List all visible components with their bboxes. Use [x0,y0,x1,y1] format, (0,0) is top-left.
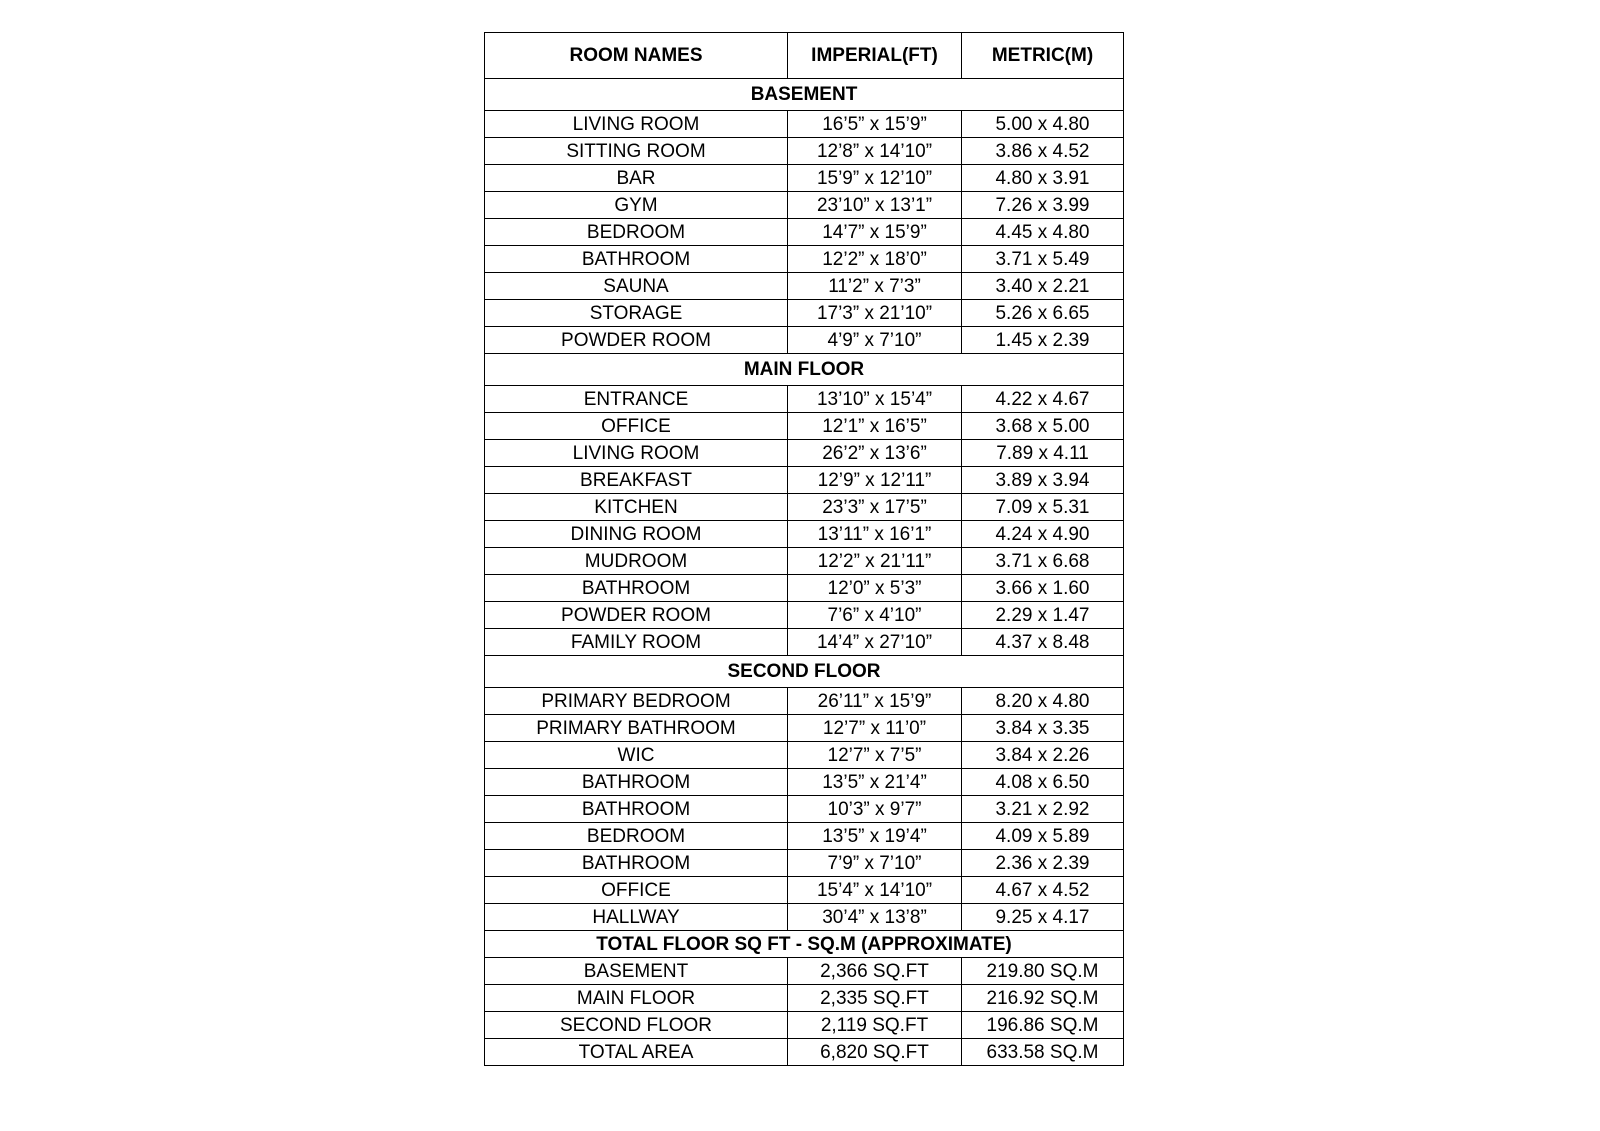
metric-cell: 1.45 x 2.39 [962,327,1124,354]
imperial-cell: 13’11” x 16’1” [788,521,962,548]
table-row [485,850,1124,877]
imperial-cell: 2,366 SQ.FT [788,958,962,985]
table-row [485,688,1124,715]
header-imperial: IMPERIAL(FT) [788,33,962,79]
metric-cell: 4.37 x 8.48 [962,629,1124,656]
imperial-cell: 2,335 SQ.FT [788,985,962,1012]
room-name-cell: TOTAL AREA [485,1039,788,1066]
metric-cell: 3.71 x 5.49 [962,246,1124,273]
imperial-cell: 16’5” x 15’9” [788,111,962,138]
imperial-cell: 23’3” x 17’5” [788,494,962,521]
metric-cell: 3.84 x 3.35 [962,715,1124,742]
table-row [485,575,1124,602]
table-row [485,769,1124,796]
table-row [485,877,1124,904]
metric-cell: 3.84 x 2.26 [962,742,1124,769]
imperial-cell: 12’2” x 18’0” [788,246,962,273]
table-row [485,1039,1124,1066]
imperial-cell: 14’7” x 15’9” [788,219,962,246]
metric-cell: 633.58 SQ.M [962,1039,1124,1066]
table-row [485,494,1124,521]
room-name-cell: BASEMENT [485,958,788,985]
imperial-cell: 30’4” x 13’8” [788,904,962,931]
imperial-cell: 6,820 SQ.FT [788,1039,962,1066]
room-name-cell: BAR [485,165,788,192]
section-title-row [485,354,1124,386]
room-name-cell: MUDROOM [485,548,788,575]
metric-cell: 4.22 x 4.67 [962,386,1124,413]
table-row [485,440,1124,467]
table-row [485,1012,1124,1039]
metric-cell: 3.21 x 2.92 [962,796,1124,823]
table-row [485,548,1124,575]
imperial-cell: 7’6” x 4’10” [788,602,962,629]
table-row [485,629,1124,656]
table-row [485,327,1124,354]
room-name-cell: BATHROOM [485,850,788,877]
table-row [485,165,1124,192]
imperial-cell: 12’7” x 11’0” [788,715,962,742]
table-row [485,467,1124,494]
header-room-names: ROOM NAMES [485,33,788,79]
metric-cell: 3.89 x 3.94 [962,467,1124,494]
imperial-cell: 26’11” x 15’9” [788,688,962,715]
table-row [485,111,1124,138]
metric-cell: 3.68 x 5.00 [962,413,1124,440]
room-name-cell: WIC [485,742,788,769]
room-name-cell: BREAKFAST [485,467,788,494]
metric-cell: 4.24 x 4.90 [962,521,1124,548]
section-title: SECOND FLOOR [485,656,1124,688]
table-row [485,246,1124,273]
room-name-cell: SITTING ROOM [485,138,788,165]
imperial-cell: 10’3” x 9’7” [788,796,962,823]
metric-cell: 5.26 x 6.65 [962,300,1124,327]
room-name-cell: GYM [485,192,788,219]
table-row [485,300,1124,327]
table-row [485,602,1124,629]
table-row [485,742,1124,769]
section-title-row [485,656,1124,688]
metric-cell: 4.67 x 4.52 [962,877,1124,904]
table-row [485,386,1124,413]
table-header-row [485,33,1124,79]
imperial-cell: 12’0” x 5’3” [788,575,962,602]
table-row [485,985,1124,1012]
metric-cell: 2.36 x 2.39 [962,850,1124,877]
room-name-cell: BATHROOM [485,575,788,602]
room-name-cell: HALLWAY [485,904,788,931]
table-row [485,715,1124,742]
totals-title: TOTAL FLOOR SQ FT - SQ.M (APPROXIMATE) [485,931,1124,958]
imperial-cell: 13’10” x 15’4” [788,386,962,413]
room-name-cell: DINING ROOM [485,521,788,548]
imperial-cell: 4’9” x 7’10” [788,327,962,354]
table-row [485,273,1124,300]
imperial-cell: 15’9” x 12’10” [788,165,962,192]
imperial-cell: 17’3” x 21’10” [788,300,962,327]
imperial-cell: 12’1” x 16’5” [788,413,962,440]
metric-cell: 9.25 x 4.17 [962,904,1124,931]
metric-cell: 3.40 x 2.21 [962,273,1124,300]
imperial-cell: 11’2” x 7’3” [788,273,962,300]
table-row [485,219,1124,246]
room-name-cell: BATHROOM [485,796,788,823]
metric-cell: 196.86 SQ.M [962,1012,1124,1039]
imperial-cell: 14’4” x 27’10” [788,629,962,656]
table-row [485,823,1124,850]
metric-cell: 3.86 x 4.52 [962,138,1124,165]
room-name-cell: POWDER ROOM [485,602,788,629]
room-name-cell: FAMILY ROOM [485,629,788,656]
room-name-cell: KITCHEN [485,494,788,521]
table-row [485,904,1124,931]
metric-cell: 4.45 x 4.80 [962,219,1124,246]
room-name-cell: BEDROOM [485,219,788,246]
table-body [485,79,1124,1066]
table-row [485,796,1124,823]
metric-cell: 3.71 x 6.68 [962,548,1124,575]
room-name-cell: SECOND FLOOR [485,1012,788,1039]
room-name-cell: LIVING ROOM [485,440,788,467]
room-name-cell: ENTRANCE [485,386,788,413]
room-name-cell: BATHROOM [485,246,788,273]
room-name-cell: PRIMARY BATHROOM [485,715,788,742]
room-name-cell: SAUNA [485,273,788,300]
table-row [485,958,1124,985]
metric-cell: 4.80 x 3.91 [962,165,1124,192]
metric-cell: 8.20 x 4.80 [962,688,1124,715]
room-dimensions-table [484,32,1124,1066]
metric-cell: 5.00 x 4.80 [962,111,1124,138]
imperial-cell: 12’2” x 21’11” [788,548,962,575]
table-row [485,521,1124,548]
room-name-cell: POWDER ROOM [485,327,788,354]
table-row [485,192,1124,219]
section-title-row [485,79,1124,111]
section-title: BASEMENT [485,79,1124,111]
room-name-cell: OFFICE [485,413,788,440]
table-row [485,413,1124,440]
metric-cell: 216.92 SQ.M [962,985,1124,1012]
imperial-cell: 23’10” x 13’1” [788,192,962,219]
room-name-cell: OFFICE [485,877,788,904]
metric-cell: 219.80 SQ.M [962,958,1124,985]
metric-cell: 7.09 x 5.31 [962,494,1124,521]
imperial-cell: 15’4” x 14’10” [788,877,962,904]
metric-cell: 7.89 x 4.11 [962,440,1124,467]
imperial-cell: 2,119 SQ.FT [788,1012,962,1039]
room-name-cell: STORAGE [485,300,788,327]
room-name-cell: PRIMARY BEDROOM [485,688,788,715]
totals-title-row [485,931,1124,958]
table-row [485,138,1124,165]
imperial-cell: 7’9” x 7’10” [788,850,962,877]
metric-cell: 4.09 x 5.89 [962,823,1124,850]
header-metric: METRIC(M) [962,33,1124,79]
room-name-cell: MAIN FLOOR [485,985,788,1012]
imperial-cell: 13’5” x 19’4” [788,823,962,850]
room-name-cell: BATHROOM [485,769,788,796]
imperial-cell: 12’7” x 7’5” [788,742,962,769]
room-name-cell: BEDROOM [485,823,788,850]
section-title: MAIN FLOOR [485,354,1124,386]
imperial-cell: 12’9” x 12’11” [788,467,962,494]
metric-cell: 4.08 x 6.50 [962,769,1124,796]
room-name-cell: LIVING ROOM [485,111,788,138]
metric-cell: 3.66 x 1.60 [962,575,1124,602]
imperial-cell: 12’8” x 14’10” [788,138,962,165]
metric-cell: 2.29 x 1.47 [962,602,1124,629]
imperial-cell: 13’5” x 21’4” [788,769,962,796]
imperial-cell: 26’2” x 13’6” [788,440,962,467]
metric-cell: 7.26 x 3.99 [962,192,1124,219]
